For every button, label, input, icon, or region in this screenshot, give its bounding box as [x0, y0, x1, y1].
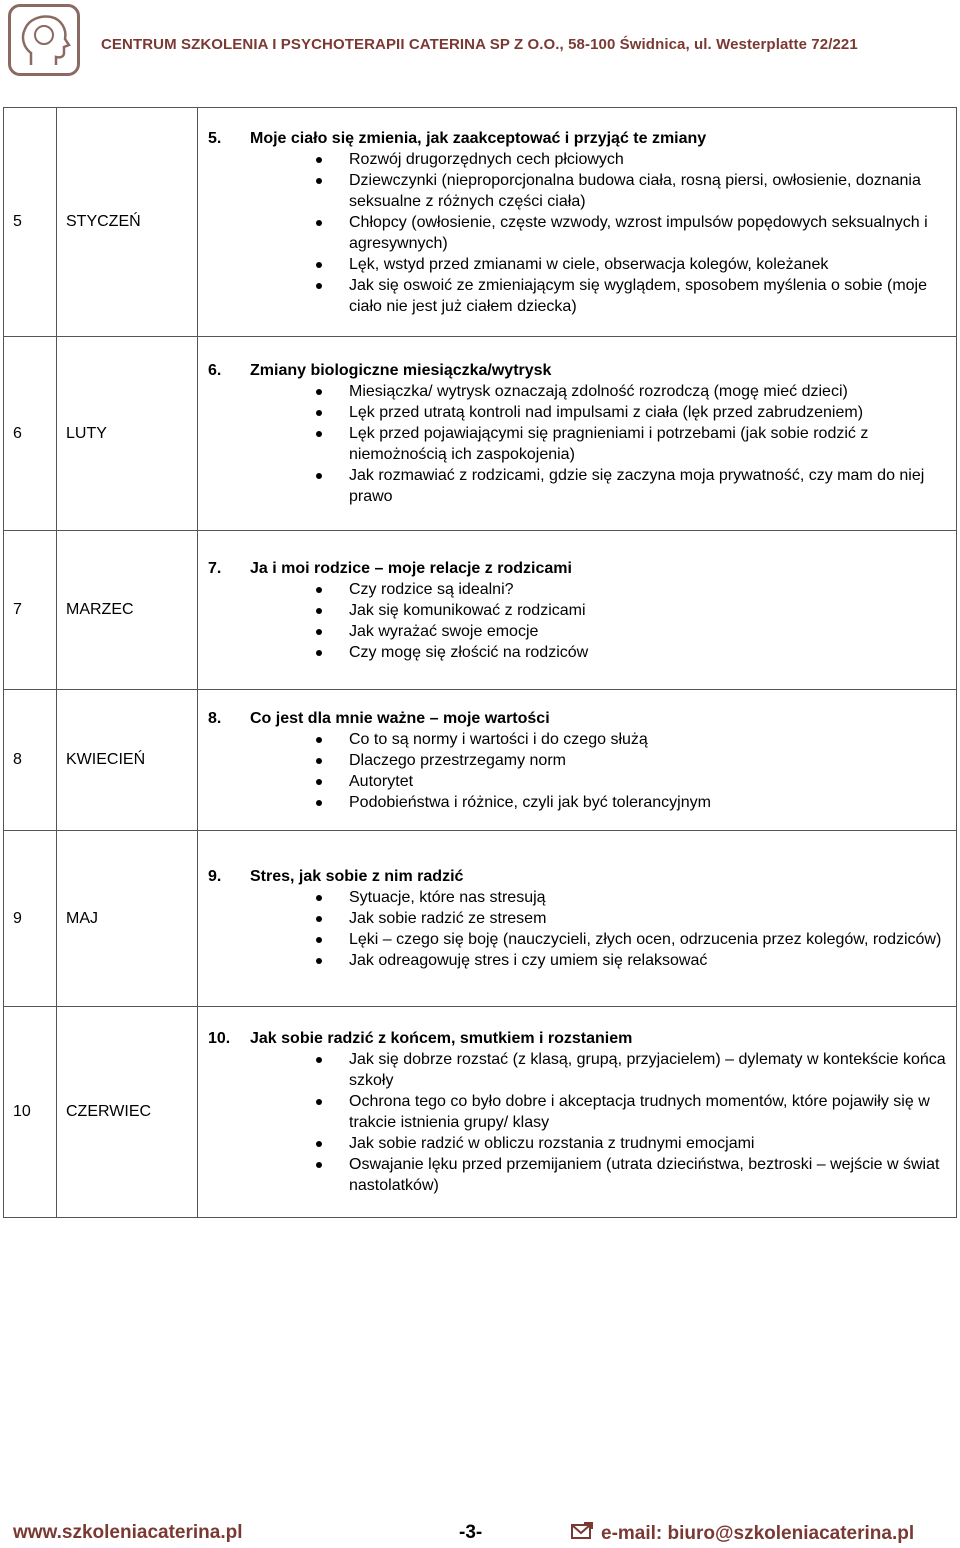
row-month: MARZEC [57, 531, 198, 690]
list-item: Chłopcy (owłosienie, częste wzwody, wzrost impulsów popędowych seksualnych i agresywnych) [208, 212, 948, 254]
list-item: Jak odreagowuję stres i czy umiem się relaksować [208, 950, 948, 971]
mail-icon [571, 1522, 593, 1546]
row-month: CZERWIEC [57, 1007, 198, 1218]
topic-title-text: Jak sobie radzić z końcem, smutkiem i rozstaniem [250, 1030, 633, 1047]
list-item: Podobieństwa i różnice, czyli jak być tolerancyjnym [208, 792, 948, 813]
list-item: Miesiączka/ wytrysk oznaczają zdolność rozrodczą (mogę mieć dzieci) [208, 381, 948, 402]
row-number: 10 [4, 1007, 57, 1218]
list-item: Jak się komunikować z rodzicami [208, 600, 948, 621]
row-number: 9 [4, 831, 57, 1007]
topic-list [208, 729, 948, 813]
topic-title-text: Ja i moi rodzice – moje relacje z rodzicami [250, 559, 572, 577]
topic-cell [198, 337, 957, 531]
topic-title [208, 558, 948, 579]
topic-number: 10. [208, 1030, 231, 1047]
topic-cell [198, 1007, 957, 1218]
topic-list [208, 1049, 948, 1196]
table-row [4, 690, 957, 831]
list-item: Jak się oswoić ze zmieniającym się wyglądem, sposobem myślenia o sobie (moje ciało nie jest już ciałem dziecka) [208, 275, 948, 317]
list-item: Jak sobie radzić w obliczu rozstania z trudnymi emocjami [208, 1133, 948, 1154]
list-item: Jak rozmawiać z rodzicami, gdzie się zaczyna moja prywatność, czy mam do niej prawo [208, 465, 948, 507]
list-item: Jak sobie radzić ze stresem [208, 908, 948, 929]
row-number: 8 [4, 690, 57, 831]
list-item: Oswajanie lęku przed przemijaniem (utrata dzieciństwa, beztroski – wejście w świat nastolatków) [208, 1154, 948, 1196]
footer-email[interactable] [571, 1522, 914, 1546]
topic-list [208, 381, 948, 507]
table-row [4, 108, 957, 337]
list-item: Lęk przed utratą kontroli nad impulsami z ciała (lęk przed zabrudzeniem) [208, 402, 948, 423]
topic-title [208, 360, 948, 381]
row-month: STYCZEŃ [57, 108, 198, 337]
row-month: KWIECIEŃ [57, 690, 198, 831]
row-number: 5 [4, 108, 57, 337]
page-number: -3- [459, 1522, 483, 1543]
list-item: Sytuacje, które nas stresują [208, 887, 948, 908]
topic-title-text: Zmiany biologiczne miesiączka/wytrysk [250, 362, 552, 379]
topic-number: 8. [208, 709, 222, 727]
topic-title [208, 128, 948, 149]
list-item: Ochrona tego co było dobre i akceptacja trudnych momentów, które pojawiły się w trakcie istnienia grupy/ klasy [208, 1091, 948, 1133]
footer-website-link[interactable]: www.szkoleniacaterina.pl [13, 1522, 243, 1543]
topic-cell [198, 831, 957, 1007]
table-row [4, 337, 957, 531]
list-item: Lęk, wstyd przed zmianami w ciele, obserwacja kolegów, koleżanek [208, 254, 948, 275]
row-month: LUTY [57, 337, 198, 531]
topic-number: 9. [208, 868, 222, 885]
topic-list [208, 149, 948, 317]
list-item: Autorytet [208, 771, 948, 792]
table-row [4, 531, 957, 690]
list-item: Rozwój drugorzędnych cech płciowych [208, 149, 948, 170]
list-item: Czy mogę się złościć na rodziców [208, 642, 948, 663]
topic-number: 6. [208, 362, 222, 379]
topic-title [208, 708, 948, 729]
table-row [4, 1007, 957, 1218]
list-item: Co to są normy i wartości i do czego służą [208, 729, 948, 750]
topic-title-text: Stres, jak sobie z nim radzić [250, 868, 464, 885]
topic-list [208, 887, 948, 971]
topic-number: 5. [208, 129, 222, 147]
topic-cell [198, 690, 957, 831]
list-item: Lęk przed pojawiającymi się pragnieniami i potrzebami (jak sobie rodzić z niemożnością ich zaspokojenia) [208, 423, 948, 465]
topic-cell [198, 531, 957, 690]
topic-title [208, 1028, 948, 1049]
list-item: Lęki – czego się boję (nauczycieli, złych ocen, odrzucenia przez kolegów, rodziców) [208, 929, 948, 950]
schedule-table [3, 107, 957, 1218]
row-month: MAJ [57, 831, 198, 1007]
list-item: Dlaczego przestrzegamy norm [208, 750, 948, 771]
list-item: Dziewczynki (nieproporcjonalna budowa ciała, rosną piersi, owłosienie, doznania seksualne z różnych części ciała) [208, 170, 948, 212]
footer-email-text: e-mail: biuro@szkoleniacaterina.pl [601, 1523, 915, 1544]
list-item: Czy rodzice są idealni? [208, 579, 948, 600]
topic-title [208, 866, 948, 887]
header-address: CENTRUM SZKOLENIA I PSYCHOTERAPII CATERINA SP Z O.O., 58-100 Świdnica, ul. Westerplatte 72/221 [101, 36, 858, 53]
row-number: 7 [4, 531, 57, 690]
list-item: Jak się dobrze rozstać (z klasą, grupą, przyjacielem) – dylematy w kontekście końca szkoły [208, 1049, 948, 1091]
list-item: Jak wyrażać swoje emocje [208, 621, 948, 642]
topic-title-text: Co jest dla mnie ważne – moje wartości [250, 709, 550, 727]
topic-list [208, 579, 948, 663]
topic-cell [198, 108, 957, 337]
table-row [4, 831, 957, 1007]
row-number: 6 [4, 337, 57, 531]
topic-title-text: Moje ciało się zmienia, jak zaakceptować i przyjąć te zmiany [250, 129, 707, 147]
logo [8, 4, 80, 76]
topic-number: 7. [208, 559, 222, 577]
